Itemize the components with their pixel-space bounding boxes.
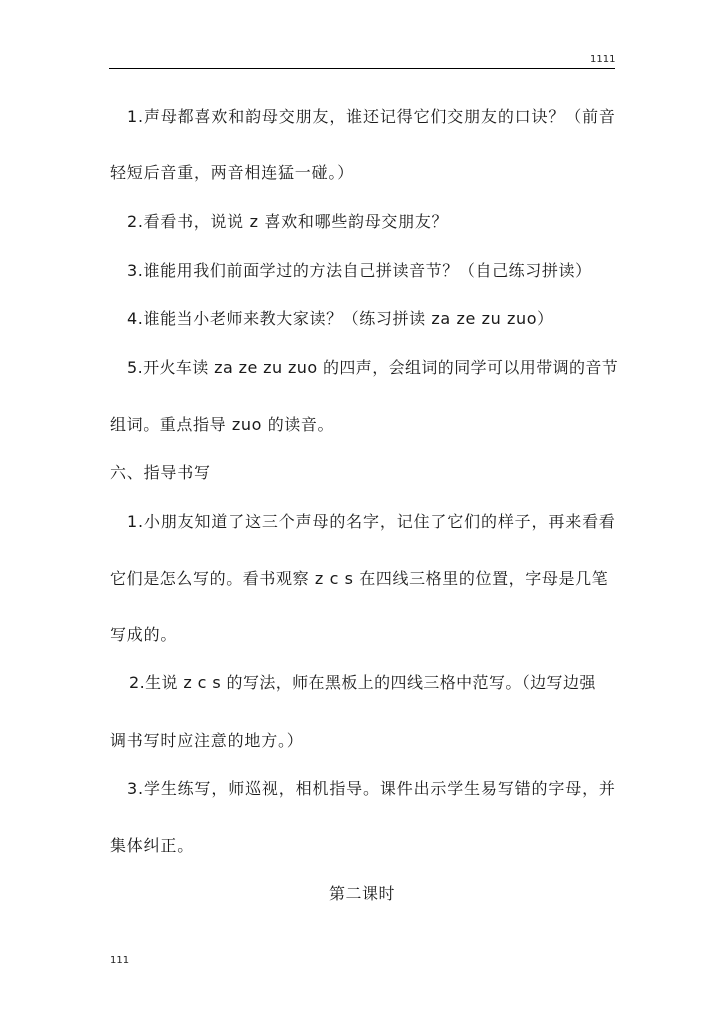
paragraph-8-line-2: 集体纠正。: [110, 836, 195, 855]
paragraph-5-line-2: 组词。重点指导 zuo 的读音。: [110, 415, 335, 434]
paragraph-7-line-2: 调书写时应注意的地方。）: [110, 731, 304, 750]
paragraph-6-line-1: 1.小朋友知道了这三个声母的名字，记住了它们的样子，再来看看: [127, 512, 616, 531]
section-heading: 六、指导书写: [110, 463, 211, 482]
paragraph-1-line-2: 轻短后音重，两音相连猛一碰。）: [110, 163, 355, 182]
paragraph-1-line-1: 1.声母都喜欢和韵母交朋友，谁还记得它们交朋友的口诀？（前音: [127, 107, 616, 126]
paragraph-2: 2.看看书，说说 z 喜欢和哪些韵母交朋友？: [127, 212, 449, 231]
header-page-number: 1111: [590, 54, 616, 65]
paragraph-5-line-1: 5.开火车读 za ze zu zuo 的四声，会组词的同学可以用带调的音节: [127, 358, 619, 377]
lesson-heading: 第二课时: [329, 884, 396, 903]
footer-page-number: 111: [110, 955, 130, 966]
paragraph-3: 3.谁能用我们前面学过的方法自己拼读音节？（自己练习拼读）: [127, 261, 592, 280]
paragraph-4: 4.谁能当小老师来教大家读？（练习拼读 za ze zu zuo）: [127, 309, 554, 328]
paragraph-6-line-2: 它们是怎么写的。看书观察 z c s 在四线三格里的位置，字母是几笔: [110, 569, 609, 588]
header-rule: [109, 68, 615, 69]
paragraph-7-line-1: 2.生说 z c s 的写法，师在黑板上的四线三格中范写。（边写边强: [129, 673, 596, 692]
paragraph-8-line-1: 3.学生练写，师巡视，相机指导。课件出示学生易写错的字母，并: [127, 779, 616, 798]
paragraph-6-line-3: 写成的。: [110, 625, 178, 644]
